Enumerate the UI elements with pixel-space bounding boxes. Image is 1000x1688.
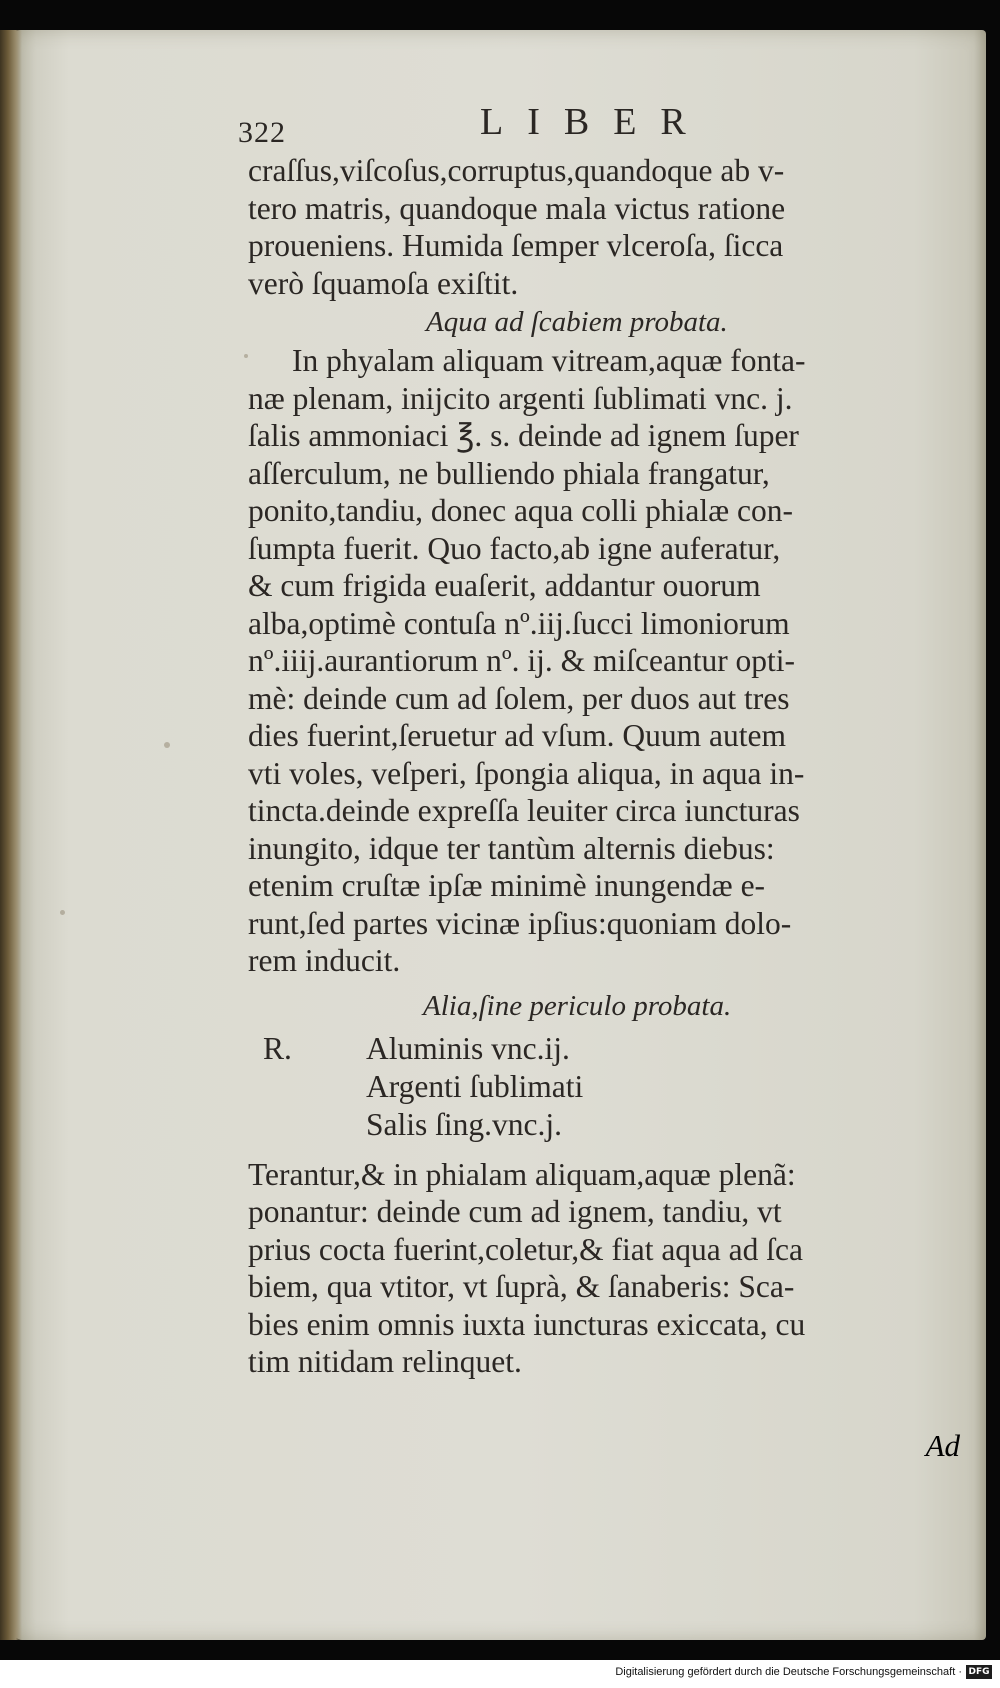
section1-paragraph xyxy=(248,342,920,980)
section-heading: Alia,ſine periculo probata. xyxy=(423,989,732,1022)
footer-strip xyxy=(0,1660,1000,1688)
text-line: biem, qua vtitor, vt ſuprà, & ſanaberis: Sca- xyxy=(248,1269,795,1304)
text-line: vti voles, veſperi, ſpongia aliqua, in aqua in- xyxy=(248,755,805,791)
recipe-block xyxy=(248,1030,920,1156)
text-line: & cum frigida euaſerit, addantur ouorum xyxy=(248,568,761,603)
ingredient-item: Salis ſing.vnc.j. xyxy=(366,1106,562,1142)
text-line: mè: deinde cum ad ſolem, per duos aut tres xyxy=(248,680,790,716)
text-line: Terantur,& in phialam aliquam,aquæ plenã: xyxy=(248,1156,796,1192)
ingredient-list xyxy=(366,1030,583,1144)
ink-spot xyxy=(60,910,65,915)
text-line: næ plenam, inijcito argenti ſublimati vnc. j. xyxy=(248,380,793,416)
text-line: tero matris, quandoque mala victus ratione xyxy=(248,190,786,226)
text-line: dies fuerint,ſeruetur ad vſum. Quum autem xyxy=(248,718,786,753)
text-line: ſumpta fuerit. Quo facto,ab igne auferatur, xyxy=(248,530,781,566)
text-line: etenim cruſtæ ipſæ minimè inungendæ e- xyxy=(248,868,766,903)
text-line: verò ſquamoſa exiſtit. xyxy=(248,265,519,301)
ink-spot xyxy=(164,742,170,748)
text-line: In phyalam aliquam vitream,aquæ fonta- xyxy=(292,343,806,378)
page-number: 322 xyxy=(238,116,286,149)
text-line: tincta.deinde expreſſa leuiter circa iuncturas xyxy=(248,793,800,828)
page-spine-shadow xyxy=(0,30,22,1640)
recipe-mark: R. xyxy=(263,1030,292,1066)
text-line: rem inducit. xyxy=(248,943,401,978)
text-line: nº.iiij.aurantiorum nº. ij. & miſceantur opti- xyxy=(248,643,796,678)
ingredient-item: Aluminis vnc.ij. xyxy=(366,1030,570,1066)
text-line: prius cocta fuerint,coletur,& fiat aqua ad ſca xyxy=(248,1231,803,1267)
running-head: LIBER xyxy=(480,101,710,143)
text-line: inungito, idque ter tantùm alternis diebus: xyxy=(248,830,775,866)
catchword: Ad xyxy=(925,1428,960,1463)
text-line: ponito,tandiu, donec aqua colli phialæ con- xyxy=(248,493,793,528)
text-line: craſſus,viſcoſus,corruptus,quandoque ab v- xyxy=(248,153,785,188)
ingredient-item: Argenti ſublimati xyxy=(366,1068,584,1104)
section-heading: Aqua ad ſcabiem probata. xyxy=(426,306,728,338)
text-line: aſſerculum, ne bulliendo phiala frangatur, xyxy=(248,455,770,491)
text-line: ſalis ammoniaci ℥. s. deinde ad ignem ſuper xyxy=(248,418,799,453)
dfg-logo: DFG xyxy=(966,1665,992,1679)
text-line: alba,optimè contuſa nº.iij.ſucci limoniorum xyxy=(248,605,790,641)
text-line: proueniens. Humida ſemper vlceroſa, ſicca xyxy=(248,228,784,263)
section2-paragraph xyxy=(248,1156,920,1381)
page-header xyxy=(238,100,920,152)
intro-paragraph xyxy=(248,152,920,302)
text-line: runt,ſed partes vicinæ ipſius:quoniam dolo- xyxy=(248,905,792,941)
text-line: ponantur: deinde cum ad ignem, tandiu, vt xyxy=(248,1194,782,1229)
text-line: bies enim omnis iuxta iuncturas exiccata, cu xyxy=(248,1306,806,1342)
text-line: tim nitidam relinquet. xyxy=(248,1344,522,1379)
text-block xyxy=(238,100,920,1381)
digitization-credit: Digitalisierung gefördert durch die Deutsche Forschungsgemeinschaft · xyxy=(615,1666,962,1678)
